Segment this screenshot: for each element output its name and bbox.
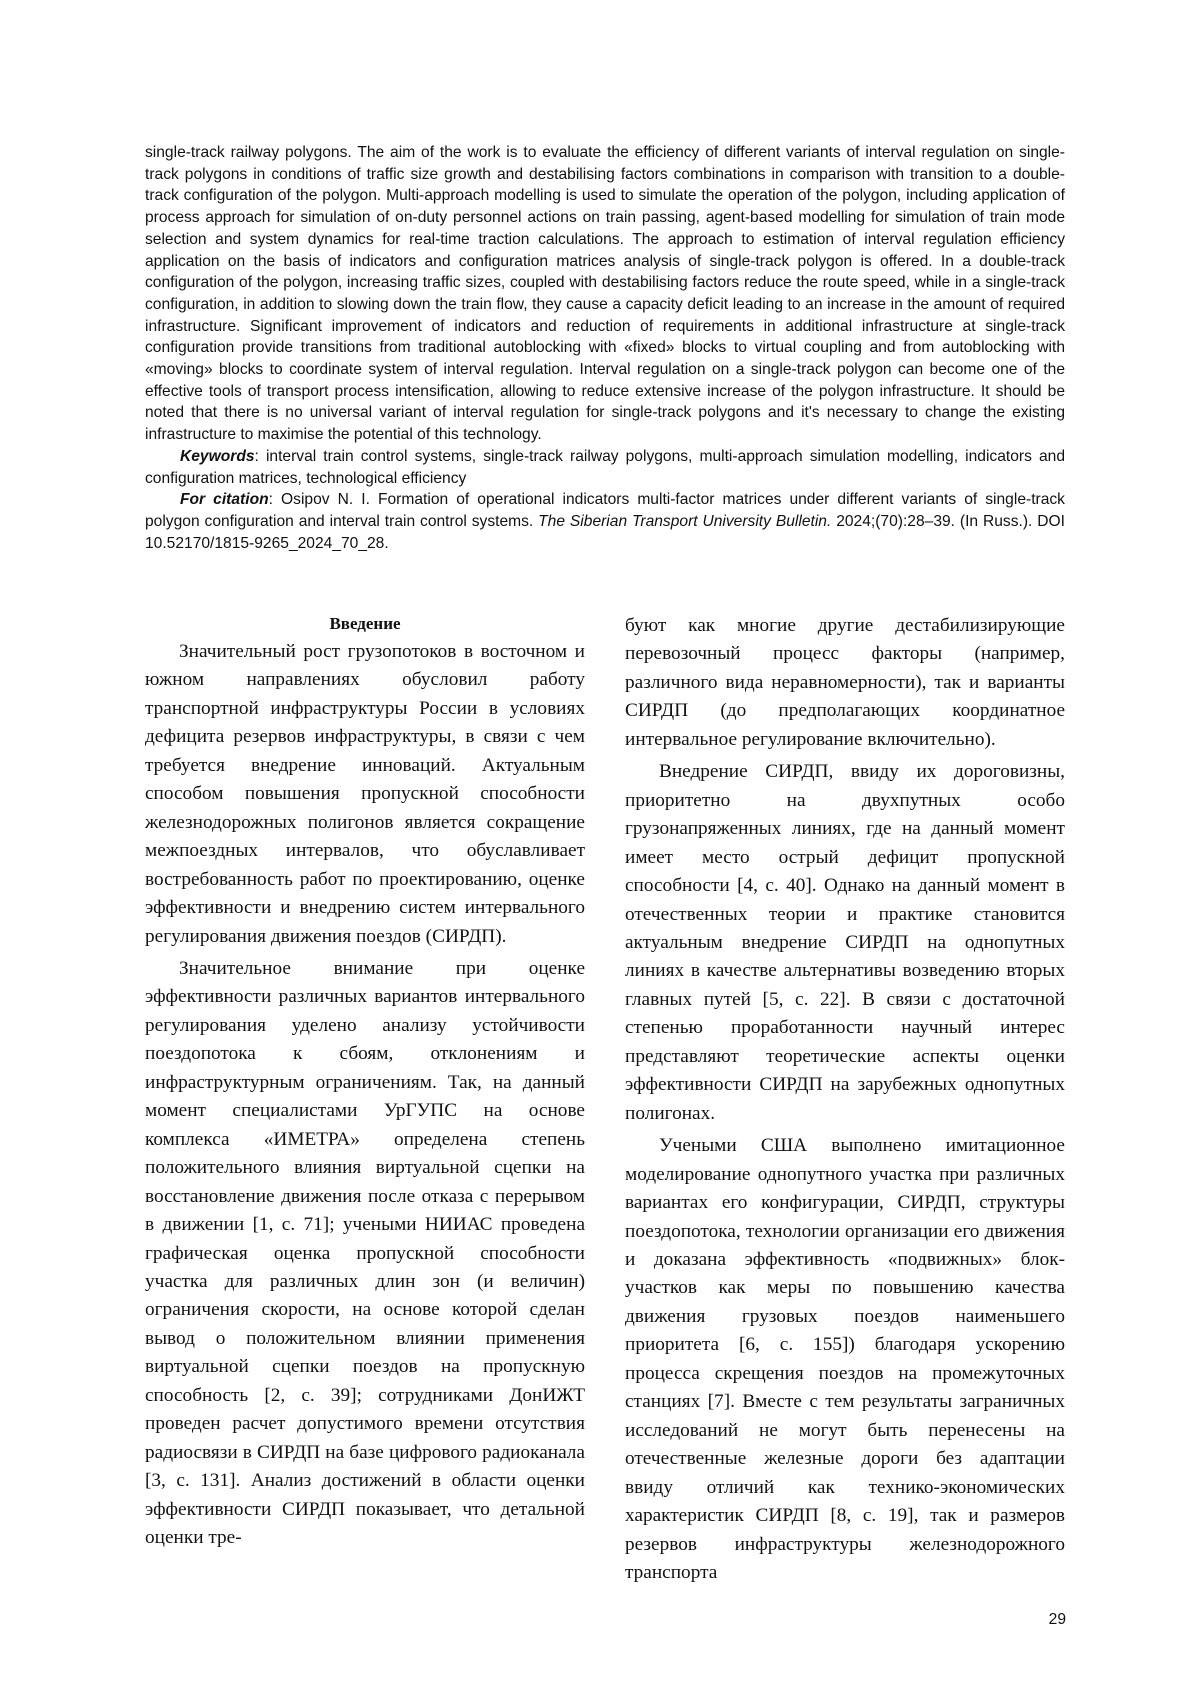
right-paragraph-2: Внедрение СИРДП, ввиду их дороговизны, приоритетно на двухпутных особо грузонапряженных линиях, где на данный момент имеет место острый дефицит пропускной способности [4, с. 40]. Однако на данный момент в отечественных теории и практике становится актуальным внедрение СИРДП на однопутных линиях в качестве альтернативы возведению вторых главных путей [5, с. 22]. В связи с достаточной степенью проработанности научный интерес представляют теоретические аспекты оценки эффективности СИРДП на зарубежных однопутных полигонах.	[625, 761, 1065, 1124]
keywords-text: : interval train control systems, single-track railway polygons, multi-approach simulation modelling, indicators and configuration matrices, technological efficiency	[145, 447, 1065, 487]
citation-label: For citation	[180, 491, 269, 509]
right-paragraph-3: Учеными США выполнено имитационное моделирование однопутного участка при различных вариантах его конфигурации, СИРДП, структуры поездопотока, технологии организации его движения и доказана эффективность «подвижных» блок-участков как меры по повышению качества движения грузовых поездов наименьшего приоритета [6, с. 155]) благодаря ускорению процесса скрещения поездов на промежуточных станциях [7]. Вместе с тем результаты заграничных исследований не могут быть перенесены на отечественные железные дороги без адаптации ввиду отличий как технико-экономических характеристик СИРДП [8, с. 19], так и размеров резервов инфраструктуры железнодорожного транспорта	[625, 1135, 1065, 1583]
citation-journal: The Siberian Transport University Bulletin.	[538, 512, 832, 530]
left-paragraph-1: Значительный рост грузопотоков в восточном и южном направлениях обусловил работу транспортной инфраструктуры России в условиях дефицита резервов инфраструктуры, в связи с чем требуется внедрение инноваций. Актуальным способом повышения пропускной способности железнодорожных полигонов является сокращение межпоездных интервалов, что обуславливает востребованность работ по проектированию, оценке эффективности и внедрению систем интервального регулирования движения поездов (СИРДП).	[145, 641, 585, 947]
left-column	[145, 612, 585, 1557]
right-column	[625, 612, 1065, 1591]
keywords-label: Keywords	[180, 447, 255, 465]
right-paragraph-1: буют как многие другие дестабилизирующие перевозочный процесс факторы (например, различного вида неравномерности), так и варианты СИРДП (до предполагающих координатное интервальное регулирование включительно).	[625, 615, 1065, 750]
keywords-paragraph	[145, 446, 1065, 489]
citation-text: : Osipov N. I. Formation of operational indicators multi-factor matrices under different variants of single-track polygon configuration and interval train control systems.	[145, 491, 1065, 530]
abstract-text: single-track railway polygons. The aim of the work is to evaluate the efficiency of different variants of interval regulation on single-track polygons in conditions of traffic size growth and destabilising factors combinations in comparison with transition to a double-track configuration of the polygon. Multi-approach modelling is used to simulate the operation of the polygon, including application of process approach for simulation of on-duty personnel actions on train passing, agent-based modelling for simulation of train mode selection and system dynamics for real-time traction calculations. The approach to estimation of interval regulation efficiency application on the basis of indicators and configuration matrices analysis of single-track polygon is offered. In a double-track configuration of the polygon, increasing traffic sizes, coupled with destabilising factors reduce the route speed, while in a single-track configuration, in addition to slowing down the train flow, they cause a capacity deficit leading to an increase in the amount of required infrastructure. Significant improvement of indicators and reduction of requirements in additional infrastructure at single-track configuration provide transitions from traditional autoblocking with «fixed» blocks to virtual coupling and from autoblocking with «moving» blocks to coordinate system of interval regulation. Interval regulation on a single-track polygon can become one of the effective tools of transport process intensification, allowing to reduce extensive increase of the polygon infrastructure. It should be noted that there is no universal variant of interval regulation for single-track polygons and it's necessary to change the existing infrastructure to maximise the potential of this technology.	[145, 144, 1065, 444]
abstract-block	[145, 142, 1065, 554]
citation-tail: 2024;(70):28–39. (In Russ.). DOI 10.52170/1815-9265_2024_70_28.	[145, 512, 1065, 552]
citation-paragraph	[145, 489, 1065, 554]
page-number: 29	[1048, 1611, 1066, 1628]
section-heading: Введение	[329, 614, 401, 633]
left-paragraph-2: Значительное внимание при оценке эффективности различных вариантов интервального регулирования уделено анализу устойчивости поездопотока к сбоям, отклонениям и инфраструктурным ограничениям. Так, на данный момент специалистами УрГУПС на основе комплекса «ИМЕТРА» определена степень положительного влияния виртуальной сцепки на восстановление движения после отказа с перерывом в движении [1, с. 71]; учеными НИИАС проведена графическая оценка пропускной способности участка для различных длин зон (и величин) ограничения скорости, на основе которой сделан вывод о положительном влиянии применения виртуальной сцепки поездов на пропускную способность [2, с. 39]; сотрудниками ДонИЖТ проведен расчет допустимого времени отсутствия радиосвязи в СИРДП на базе цифрового радиоканала [3, с. 131]. Анализ достижений в области оценки эффективности СИРДП показывает, что детальной оценки тре-	[145, 957, 585, 1549]
